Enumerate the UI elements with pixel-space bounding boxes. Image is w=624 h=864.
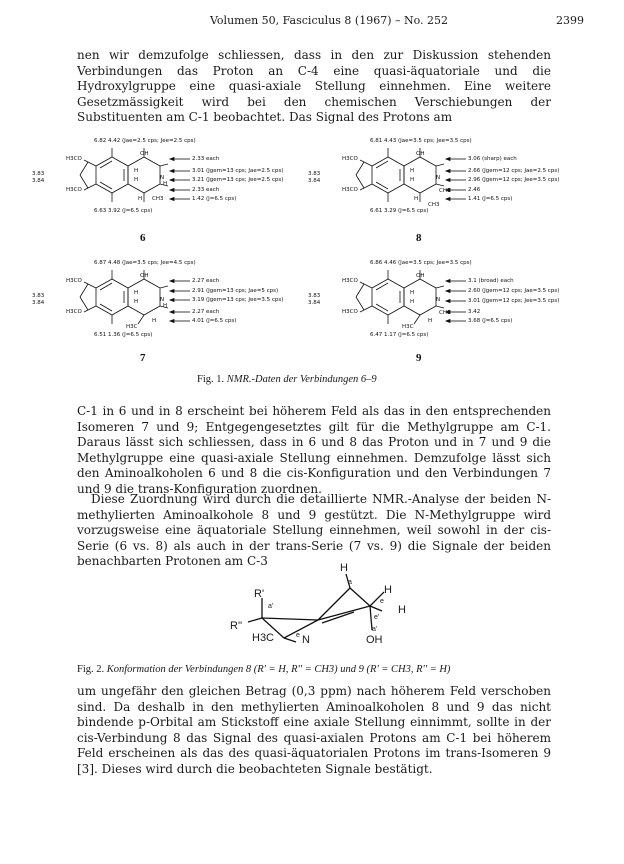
molecule-9-atom-h-1: H (410, 290, 415, 296)
molecule-9 (308, 260, 590, 370)
molecule-6-annotation-1: 2.33 each (192, 156, 220, 162)
molecule-9-annotation-2: 2.60 (Jgem=12 cps; Jae=3.5 cps) (468, 288, 560, 294)
molecule-8-atom-oh: OH (416, 151, 425, 157)
molecule-7 (32, 260, 304, 370)
molecule-7-annotation-5: 4.01 (J=6.5 cps) (192, 318, 237, 324)
compound-label-8: 8 (416, 232, 422, 244)
molecule-9-atom-n: N (436, 297, 441, 303)
molecule-6-atom-h-2: H (134, 177, 139, 183)
molecule-9-annotation-1: 3.1 (broad) each (468, 278, 514, 284)
conf-label-h-top: H (340, 562, 348, 574)
molecule-8-atom-h-2: H (410, 177, 415, 183)
molecule-9-annotation-5: 3.68 (J=6.5 cps) (468, 318, 513, 324)
molecule-8-annotation-3: 2.96 (Jgem=12 cps; Jee=3.5 cps) (468, 177, 560, 183)
page-number: 2399 (556, 14, 584, 27)
conf-label-h-right: H (398, 604, 406, 616)
molecule-7-methoxy-shift-2: 3.84 (32, 300, 45, 306)
molecule-8-atom-n: N (436, 175, 441, 181)
molecule-6-substituent-bottom: H3CO (66, 187, 82, 193)
conf-label-e-left: e (296, 632, 300, 639)
molecule-6-atom-h-c1: H (138, 196, 143, 202)
molecule-8-annotation-5: 1.41 (J=6.5 cps) (468, 196, 513, 202)
molecule-9-bottom-shift: 6.47 1.17 (J=6.5 cps) (370, 332, 429, 338)
molecule-6-atom-h-n: H (163, 181, 168, 187)
molecule-6-annotation-2: 3.01 (Jgem=13 cps; Jae=2.5 cps) (192, 168, 284, 174)
molecule-8-methoxy-shift-2: 3.84 (308, 178, 321, 184)
molecule-8-annotation-4: 2.46 (468, 187, 481, 193)
molecule-9-atom-h3c: H3C (402, 324, 414, 330)
molecule-9-atom-h-c1: H (428, 318, 433, 324)
molecule-8-structure (330, 138, 590, 248)
molecule-8-atom-h-1: H (410, 168, 415, 174)
molecule-8-substituent-top: H3CO (342, 156, 358, 162)
molecule-7-annotation-1: 2.27 each (192, 278, 220, 284)
conf-label-r-prime: R' (254, 588, 265, 600)
molecule-7-substituent-top: H3CO (66, 278, 82, 284)
molecule-8-atom-h-c1: H (414, 196, 419, 202)
conf-label-e: e (380, 598, 384, 605)
molecule-7-atom-h-1: H (134, 290, 139, 296)
molecule-6-annotation-4: 2.33 each (192, 187, 220, 193)
figure-2-caption (77, 664, 450, 675)
molecule-6-annotation-3: 3.21 (Jgem=13 cps; Jee=2.5 cps) (192, 177, 284, 183)
molecule-9-atom-h-2: H (410, 299, 415, 305)
molecule-9-annotation-4: 3.42 (468, 309, 481, 315)
molecule-6-structure (54, 138, 304, 248)
compound-label-9: 9 (416, 352, 422, 364)
molecule-7-methoxy-shift-1: 3.83 (32, 293, 45, 299)
figure-1-caption (197, 374, 377, 385)
molecule-7-atom-h-n: H (163, 303, 168, 309)
molecule-7-structure (54, 260, 304, 370)
molecule-8-substituent-bottom: H3CO (342, 187, 358, 193)
figure-2-caption-text: Konformation der Verbindungen 8 (R' = H, R'' = CH3) und 9 (R' = CH3, R'' = H) (106, 664, 451, 675)
figure-2-caption-prefix: Fig. 2. (77, 664, 105, 675)
molecule-7-annotation-3: 3.19 (Jgem=13 cps; Jee=3.5 cps) (192, 297, 284, 303)
molecule-7-atom-oh: OH (140, 273, 149, 279)
molecule-7-annotation-4: 2.27 each (192, 309, 220, 315)
figure-2-conformation (200, 562, 440, 657)
molecule-6-atom-h-1: H (134, 168, 139, 174)
figure-1-caption-prefix: Fig. 1. (197, 374, 225, 385)
conf-label-h3c: H3C (252, 632, 275, 644)
molecule-7-annotation-2: 2.91 (Jgem=13 cps; Jae=5 cps) (192, 288, 279, 294)
molecule-9-substituent-top: H3CO (342, 278, 358, 284)
molecule-8-top-shift: 6.81 4.43 (Jae=3.5 cps; Jee=3.5 cps) (370, 138, 472, 144)
molecule-9-structure (330, 260, 590, 370)
molecule-7-atom-h-c1: H (152, 318, 157, 324)
molecule-7-atom-h-2: H (134, 299, 139, 305)
conf-label-a-prime-right: a' (372, 626, 378, 633)
paragraph-3: Diese Zuordnung wird durch die detaillierte NMR.-Analyse der beiden N-methylierten Aminoalkohole 8 und 9 gestützt. Die N-Methylgruppe wird vorzugsweise eine äquatoriale Stellung einnehmen, weil sowohl in der cis-Serie (6 vs. 8) als auch in der trans-Serie (7 vs. 9) die Signale der beiden benachbarten Protonen am C-3 (77, 492, 551, 568)
molecule-6-atom-ch3: CH3 (152, 196, 164, 202)
molecule-7-atom-n: N (160, 297, 165, 303)
molecule-8 (308, 138, 590, 248)
paragraph-1: nen wir demzufolge schliessen, dass in den zur Diskussion stehenden Verbindungen das Proton an C-4 eine quasi-äquatoriale und die Hydroxylgruppe eine quasi-axiale Stellung einnehmen. Eine weitere Gesetzmässigkeit wird bei den chemischen Verschiebungen der Substituenten am C-1 beobachtet. Das Signal des Protons am (77, 48, 551, 124)
molecule-9-methoxy-shift-1: 3.83 (308, 293, 321, 299)
conf-label-a: a (348, 579, 352, 586)
molecule-9-annotation-3: 3.01 (Jgem=12 cps; Jee=3.5 cps) (468, 298, 560, 304)
molecule-6-top-shift: 6.82 4.42 (Jae=2.5 cps; Jee=2.5 cps) (94, 138, 196, 144)
conf-label-oh: OH (366, 634, 383, 646)
molecule-7-top-shift: 6.87 4.48 (Jae=3.5 cps; Jee=4.5 cps) (94, 260, 196, 266)
molecule-8-methoxy-shift-1: 3.83 (308, 171, 321, 177)
conf-label-a-prime-left: a' (268, 603, 274, 610)
molecule-9-substituent-bottom: H3CO (342, 309, 358, 315)
conf-label-r-double-prime: R'' (230, 620, 243, 632)
molecule-6-bottom-shift: 6.63 3.92 (J=6.5 cps) (94, 208, 153, 214)
molecule-7-atom-h3c: H3C (126, 324, 138, 330)
conf-label-e-prime: e' (374, 614, 380, 621)
paragraph-2: C-1 in 6 und in 8 erscheint bei höherem Feld als das in den entsprechenden Isomeren 7 und 9; Entgegengesetztes gilt für die Methylgruppe am C-1. Daraus lässt sich schliessen, dass in 6 und 8 das Proton und in 7 und 9 die Methylgruppe eine quasi-axiale Stellung einnehmen. Demzufolge lässt sich den Aminoalkoholen 6 und 8 die cis-Konfiguration und den Verbindungen 7 und 9 die trans-Konfiguration zuordnen. (77, 404, 551, 496)
molecule-8-annotation-2: 2.66 (Jgem=12 cps; Jae=2.5 cps) (468, 168, 560, 174)
figure-1-caption-text: NMR.-Daten der Verbindungen 6–9 (226, 374, 377, 385)
molecule-6-methoxy-shift-1: 3.83 (32, 171, 45, 177)
conf-label-h-right-top: H (384, 584, 392, 596)
molecule-9-methoxy-shift-2: 3.84 (308, 300, 321, 306)
molecule-6-methoxy-shift-2: 3.84 (32, 178, 45, 184)
molecule-8-methoxy-shifts (308, 171, 320, 185)
molecule-9-atom-n-ch3: CH3 (439, 310, 451, 316)
molecule-6-atom-oh: OH (140, 151, 149, 157)
molecule-6-methoxy-shifts (32, 171, 44, 185)
molecule-8-bottom-shift: 6.61 3.29 (J=6.5 cps) (370, 208, 429, 214)
paragraph-4: um ungefähr den gleichen Betrag (0,3 ppm) nach höherem Feld verschoben sind. Da deshalb in den methylierten Aminoalkoholen 8 und 9 das nicht bindende p-Orbital am Stickstoff eine axiale Stellung einnimmt, sollte in der cis-Verbindung 8 das Signal des quasi-axialen Protons am C-1 bei höherem Feld erscheinen als das des quasi-äquatorialen Protons im trans-Isomeren 9 [3]. Dieses wird durch die beobachteten Signale bestätigt. (77, 684, 551, 776)
molecule-7-substituent-bottom: H3CO (66, 309, 82, 315)
molecule-9-top-shift: 6.86 4.46 (Jae=3.5 cps; Jee=3.5 cps) (370, 260, 472, 266)
molecule-8-atom-n-ch3: CH3 (439, 188, 451, 194)
molecule-6-atom-n: N (160, 175, 165, 181)
molecule-7-bottom-shift: 6.51 1.36 (J=6.5 cps) (94, 332, 153, 338)
molecule-7-methoxy-shifts (32, 293, 44, 307)
molecule-8-annotation-1: 3.06 (sharp) each (468, 156, 517, 162)
molecule-6 (32, 138, 304, 248)
compound-label-7: 7 (140, 352, 146, 364)
molecule-9-methoxy-shifts (308, 293, 320, 307)
molecule-9-atom-oh: OH (416, 273, 425, 279)
molecule-8-atom-ch3: CH3 (428, 202, 440, 208)
journal-reference: Volumen 50, Fasciculus 8 (1967) – No. 252 (210, 14, 449, 27)
conf-label-n: N (302, 634, 310, 646)
molecule-6-annotation-5: 1.42 (J=6.5 cps) (192, 196, 237, 202)
molecule-6-substituent-top: H3CO (66, 156, 82, 162)
compound-label-6: 6 (140, 232, 146, 244)
